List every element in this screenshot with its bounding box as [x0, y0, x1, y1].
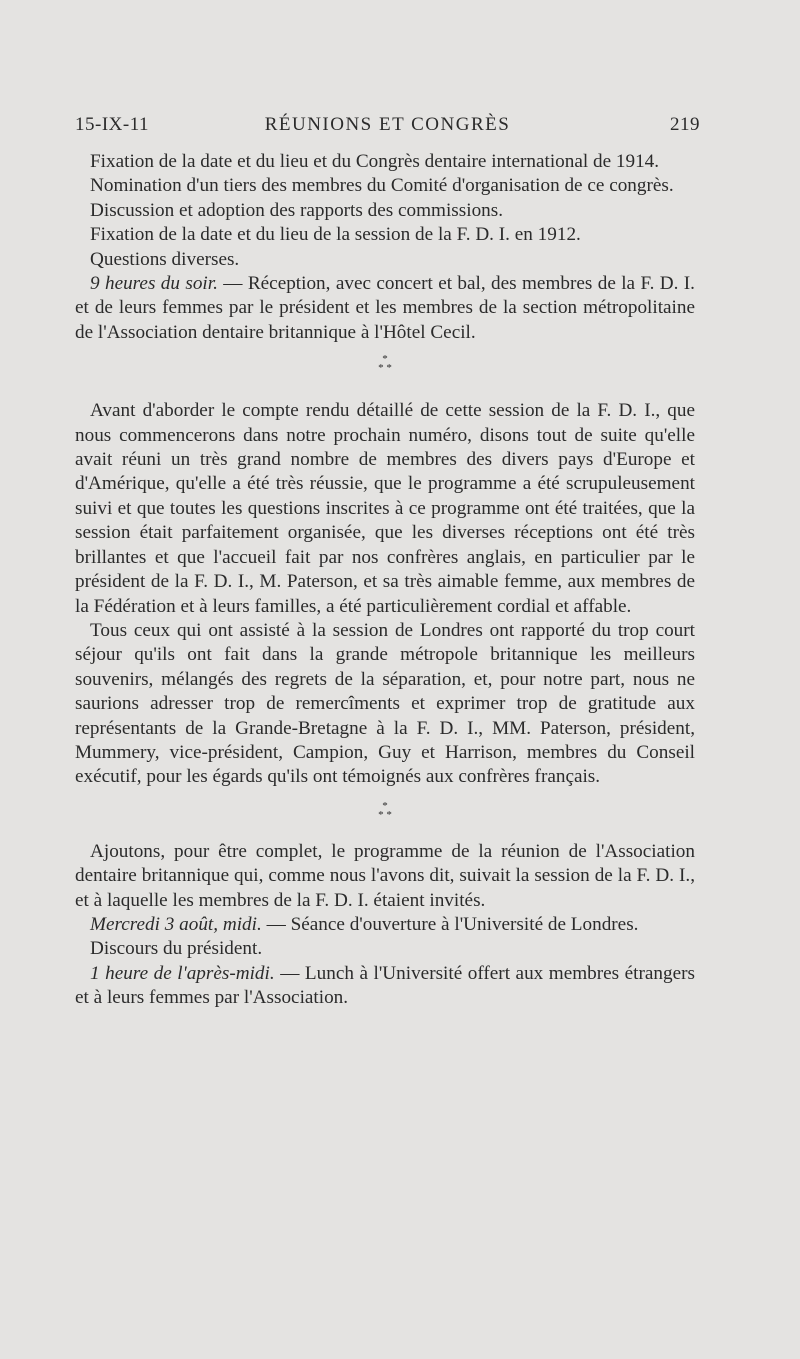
paragraph-nomination: Nomination d'un tiers des membres du Comité d'organisation de ce congrès. [90, 175, 674, 197]
asterism-top: * [382, 353, 388, 366]
running-header [75, 114, 700, 144]
paragraph-congress-date: Fixation de la date et du lieu et du Congrès dentaire international de 1914. [90, 151, 660, 172]
paragraph-wednesday [75, 913, 695, 937]
lunch-text: — Lunch à l'Université offert aux membres étrangers et à leurs femmes par l'Association. [75, 962, 695, 1009]
paragraph-lunch [75, 962, 695, 1011]
wednesday-time: Mercredi 3 août, midi. [90, 913, 262, 935]
asterism-top: * [382, 799, 388, 812]
header-title: RÉUNIONS ET CONGRÈS [264, 114, 511, 135]
asterism-bottom: * * [378, 808, 392, 821]
page-number: 219 [670, 114, 700, 135]
paragraph-questions: Questions diverses. [90, 248, 240, 270]
lunch-time: 1 heure de l'après-midi. [90, 962, 275, 984]
paragraph-session-date: Fixation de la date et du lieu de la session de la F. D. I. en 1912. [90, 224, 581, 246]
page-body [75, 150, 695, 1011]
asterism-divider [75, 790, 695, 840]
paragraph-program-intro: Ajoutons, pour être complet, le programme de la réunion de l'Association dentaire britannique qui, comme nous l'avons dit, suivait la session de la F. D. I., et à laquelle les membres de la F. D. I. étaient invités. [75, 840, 695, 911]
wednesday-text: — Séance d'ouverture à l'Université de Londres. [261, 913, 639, 935]
paragraph-report-intro: Avant d'aborder le compte rendu détaillé de cette session de la F. D. I., que nous commencerons dans notre prochain numéro, disons tout de suite qu'elle avait réuni un très grand nombre de membres des divers pays d'Europe et d'Amérique, qu'elle a été très réussie, que le programme a été scrupuleusement suivi et que toutes les questions inscrites à ce programme ont été traitées, que la session était parfaitement organisée, que les diverses réceptions ont été très brillantes et que l'accueil fait par nos confrères anglais, en particulier par le président de la F. D. I., M. Paterson, et sa très aimable femme, aux membres de la Fédération et à leurs familles, a été particulièrement cordial et affable. [75, 400, 695, 617]
asterism-divider [75, 345, 695, 399]
header-date: 15-IX-11 [75, 114, 149, 135]
paragraph-london-session: Tous ceux qui ont assisté à la session de Londres ont rapporté du trop court séjour qu'ils ont fait dans la grande métropole britannique les meilleurs souvenirs, mélangés des regrets de la séparation, et, pour notre part, nous ne saurions adresser trop de remercîments et exprimer trop de gratitude aux représentants de la Grande-Bretagne à la F. D. I., MM. Paterson, président, Mummery, vice-président, Campion, Guy et Harrison, membres du Conseil exécutif, pour les égards qu'ils ont témoignés aux confrères français. [75, 619, 695, 788]
reception-time: 9 heures du soir. [90, 273, 218, 295]
reception-text: — Réception, avec concert et bal, des membres de la F. D. I. et de leurs femmes par le président et les membres de la section métropolitaine de l'Association dentaire britannique à l'Hôtel Cecil. [75, 273, 695, 343]
paragraph-discussion: Discussion et adoption des rapports des commissions. [90, 199, 504, 221]
asterism-bottom: * * [378, 362, 392, 375]
paragraph-reception [75, 272, 695, 345]
paragraph-speech: Discours du président. [90, 938, 263, 960]
